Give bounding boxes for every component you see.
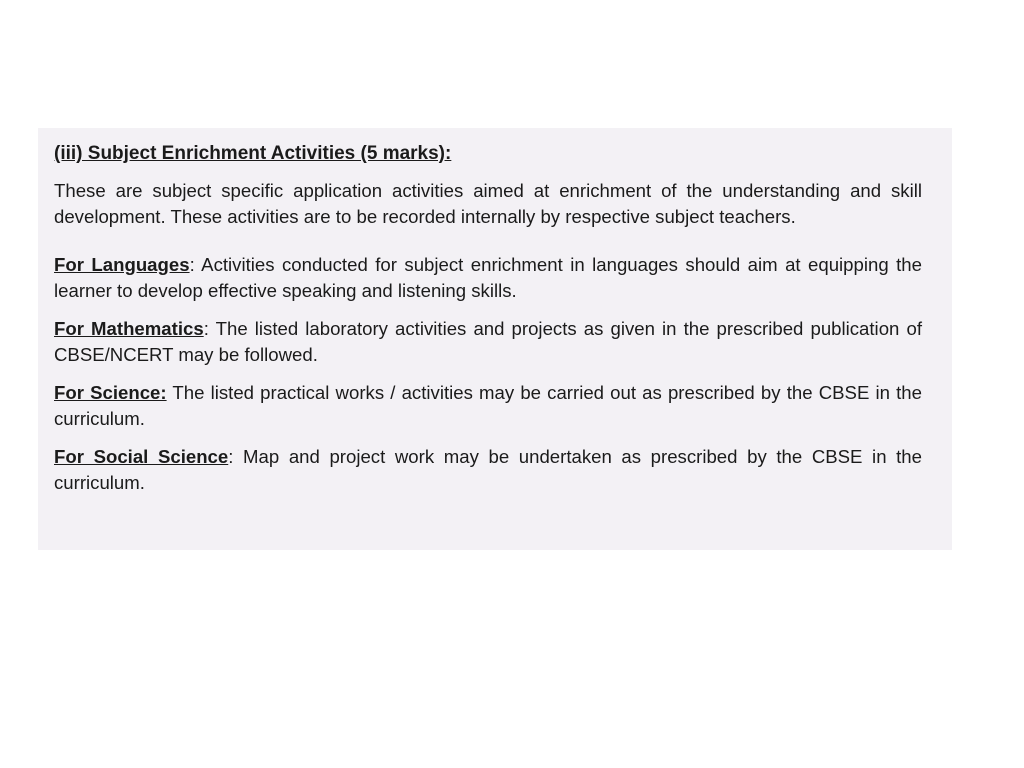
languages-label: For Languages: [54, 254, 190, 275]
mathematics-separator: :: [203, 318, 209, 339]
social-science-label: For Social Science: [54, 446, 229, 467]
section-heading: (iii) Subject Enrichment Activities (5 marks):: [54, 143, 452, 164]
social-science-paragraph: [54, 444, 922, 496]
mathematics-paragraph: [54, 316, 922, 368]
mathematics-label: For Mathematics: [54, 318, 204, 339]
languages-separator: :: [189, 254, 195, 275]
mathematics-text: The listed laboratory activities and projects as given in the prescribed publication of CBSE/NCERT may be followed.: [54, 318, 922, 365]
document-scan: [38, 128, 952, 550]
science-paragraph: [54, 380, 922, 432]
languages-paragraph: [54, 252, 922, 304]
social-science-separator: :: [228, 446, 234, 467]
science-label: For Science:: [54, 382, 167, 403]
science-text: The listed practical works / activities may be carried out as prescribed by the CBSE in the curriculum.: [54, 382, 922, 429]
social-science-text: Map and project work may be undertaken as prescribed by the CBSE in the curriculum.: [54, 446, 922, 493]
intro-paragraph: These are subject specific application activities aimed at enrichment of the understanding and skill development. These activities are to be recorded internally by respective subject teachers.: [54, 180, 922, 227]
languages-text: Activities conducted for subject enrichment in languages should aim at equipping the learner to develop effective speaking and listening skills.: [54, 254, 922, 301]
